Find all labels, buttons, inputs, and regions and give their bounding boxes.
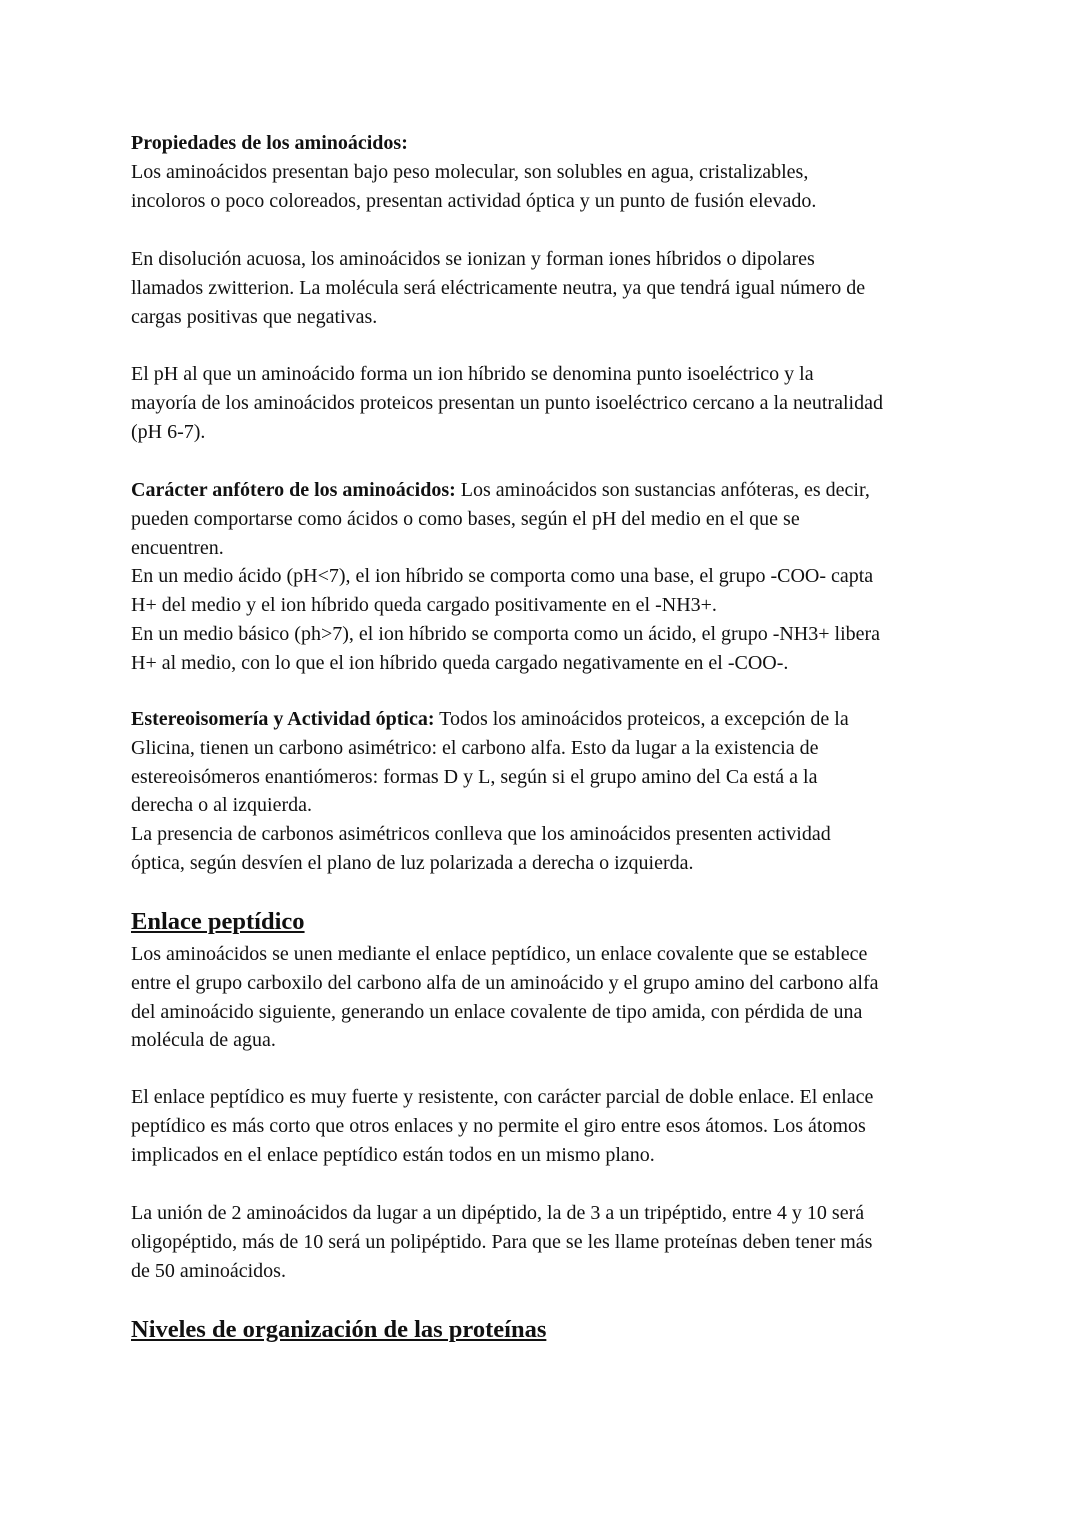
properties-paragraph	[131, 129, 1011, 215]
protein-levels-heading: Niveles de organización de las proteínas	[131, 1316, 547, 1343]
stereoisomerism-paragraph	[131, 705, 1011, 878]
stereoisomerism-text: Todos los aminoácidos proteicos, a excepción de la Glicina, tienen un carbono asimétrico: el carbono alfa. Esto da lugar a la existencia de estereoisómeros enantiómeros: formas D y L, según si el grupo amino del Ca está a la derecha o al izquierda. La presencia de carbonos asimétricos conlleva que los aminoácidos presenten actividad óptica, según desvíen el plano de luz polarizada a derecha o izquierda.	[131, 708, 849, 874]
properties-text: Los aminoácidos presentan bajo peso molecular, son solubles en agua, cristalizables, incoloros o poco coloreados, presentan actividad óptica y un punto de fusión elevado.	[131, 160, 817, 212]
peptide-classification-paragraph: La unión de 2 aminoácidos da lugar a un dipéptido, la de 3 a un tripéptido, entre 4 y 10 será oligopéptido, más de 10 será un polipéptido. Para que se les llame proteínas deben tener más de 50 aminoácidos.	[131, 1202, 873, 1282]
peptide-properties-paragraph: El enlace peptídico es muy fuerte y resistente, con carácter parcial de doble enlace. El enlace peptídico es más corto que otros enlaces y no permite el giro entre esos átomos. Los átomos implicados en el enlace peptídico están todos en un mismo plano.	[131, 1086, 874, 1166]
isoelectric-paragraph: El pH al que un aminoácido forma un ion híbrido se denomina punto isoeléctrico y la mayoría de los aminoácidos proteicos presentan un punto isoeléctrico cercano a la neutralidad (pH 6-7).	[131, 363, 883, 443]
amphoteric-text: Los aminoácidos son sustancias anfóteras, es decir, pueden comportarse como ácidos o como bases, según el pH del medio en el que se encuentren. En un medio ácido (pH<7), el ion híbrido se comporta como una base, el grupo -COO- capta H+ del medio y el ion híbrido queda cargado positivamente en el -NH3+. En un medio básico (ph>7), el ion híbrido se comporta como un ácido, el grupo -NH3+ libera H+ al medio, con lo que el ion híbrido queda cargado negativamente en el -COO-.	[131, 479, 881, 674]
peptide-bond-heading: Enlace peptídico	[131, 908, 305, 935]
zwitterion-paragraph: En disolución acuosa, los aminoácidos se ionizan y forman iones híbridos o dipolares llamados zwitterion. La molécula será eléctricamente neutra, ya que tendrá igual número de cargas positivas que negativas.	[131, 248, 866, 328]
stereoisomerism-heading: Estereoisomería y Actividad óptica:	[131, 708, 435, 730]
peptide-bond-paragraph: Los aminoácidos se unen mediante el enlace peptídico, un enlace covalente que se establece entre el grupo carboxilo del carbono alfa de un aminoácido y el grupo amino del carbono alfa del aminoácido siguiente, generando un enlace covalente de tipo amida, con pérdida de una molécula de agua.	[131, 943, 879, 1052]
amphoteric-heading: Carácter anfótero de los aminoácidos:	[131, 479, 456, 501]
properties-heading: Propiedades de los aminoácidos:	[131, 132, 408, 154]
amphoteric-paragraph	[131, 476, 1011, 678]
